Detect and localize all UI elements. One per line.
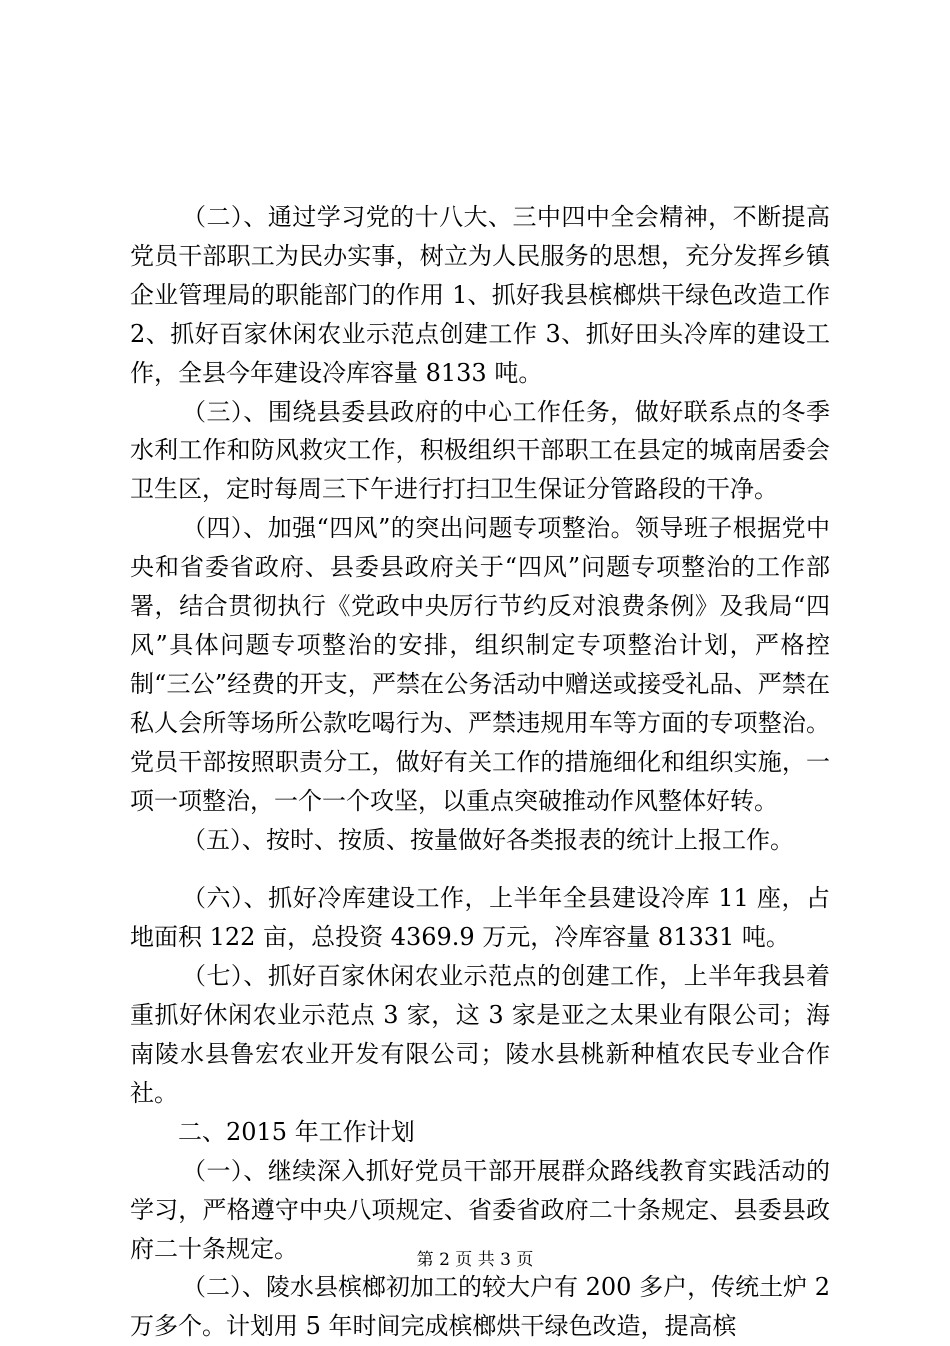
document-body xyxy=(130,198,830,1346)
plan-paragraph-1: （一）、继续深入抓好党员干部开展群众路线教育实践活动的学习，严格遵守中央八项规定、省委省政府二十条规定、县委县政府二十条规定。 xyxy=(130,1156,830,1263)
section-heading-work-plan: 二、2015 年工作计划 xyxy=(178,1117,415,1146)
paragraph-4: （四）、加强“四风”的突出问题专项整治。领导班子根据党中央和省委省政府、县委县政府关于“四风”问题专项整治的工作部署，结合贯彻执行《党政中央厉行节约反对浪费条例》及我局“四风”具体问题专项整治的安排，组织制定专项整治计划，严格控制“三公”经费的开支，严禁在公务活动中赠送或接受礼品、严禁在私人会所等场所公款吃喝行为、严禁违规用车等方面的专项整治。党员干部按照职责分工，做好有关工作的措施细化和组织实施，一项一项整治，一个一个攻坚，以重点突破推动作风整体好转。 xyxy=(130,514,830,815)
page-footer: 第 2 页 共 3 页 xyxy=(416,1250,534,1270)
paragraph-6: （六）、抓好冷库建设工作，上半年全县建设冷库 11 座，占地面积 122 亩，总投资 4369.9 万元，冷库容量 81331 吨。 xyxy=(130,884,830,952)
plan-paragraph-2: （二）、陵水县槟榔初加工的较大户有 200 多户，传统土炉 2 万多个。计划用 5 年时间完成槟榔烘干绿色改造，提高槟 xyxy=(130,1273,830,1341)
paragraph-3: （三）、围绕县委县政府的中心工作任务，做好联系点的冬季水利工作和防风救灾工作，积极组织干部职工在县定的城南居委会卫生区，定时每周三下午进行打扫卫生保证分管路段的干净。 xyxy=(130,397,830,504)
paragraph-5: （五）、按时、按质、按量做好各类报表的统计上报工作。 xyxy=(182,825,794,854)
paragraph-gap xyxy=(130,859,830,879)
paragraph-2: （二）、通过学习党的十八大、三中四中全会精神，不断提高党员干部职工为民办实事，树立为人民服务的思想，充分发挥乡镇企业管理局的职能部门的作用 1、抓好我县槟榔烘干绿色改造工作 2、抓好百家休闲农业示范点创建工作 3、抓好田头冷库的建设工作，全县今年建设冷库容量 8133 吨。 xyxy=(130,203,830,387)
paragraph-7: （七）、抓好百家休闲农业示范点的创建工作，上半年我县着重抓好休闲农业示范点 3 家，这 3 家是亚之太果业有限公司；海南陵水县鲁宏农业开发有限公司；陵水县桃新种植农民专业合作社。 xyxy=(130,962,830,1107)
